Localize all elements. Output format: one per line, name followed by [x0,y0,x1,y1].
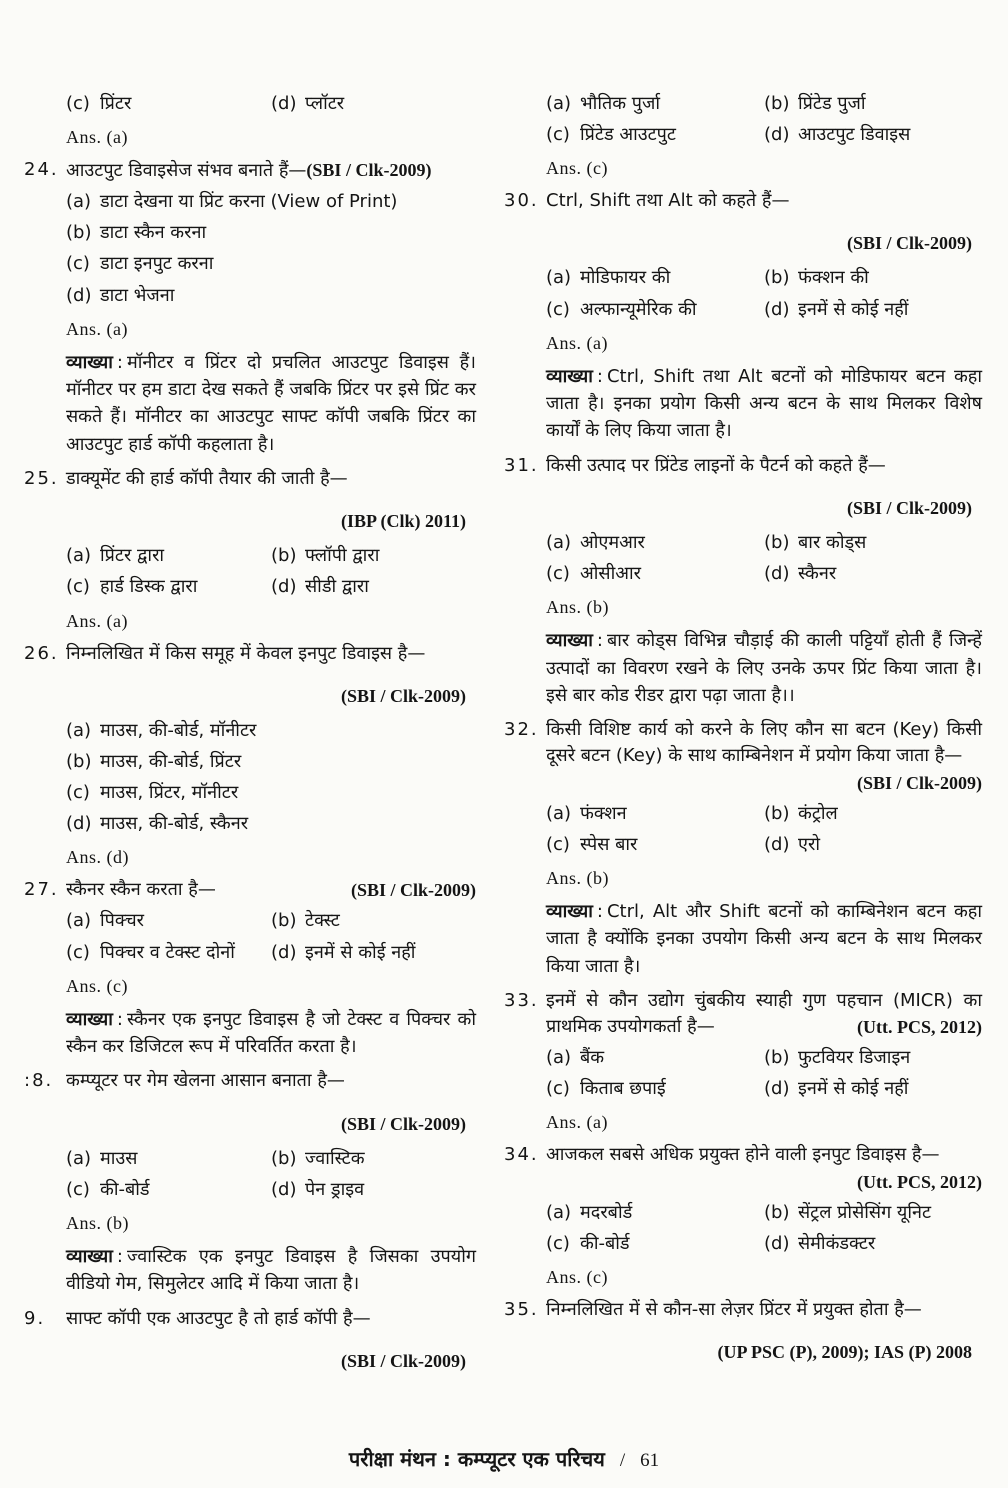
explanation [546,627,982,709]
option-text: स्पेस बार [580,833,638,855]
option [271,543,476,569]
options-row [66,940,476,966]
answer-text: Ans. (a) [546,332,608,353]
option-label: (c) [66,1178,90,1200]
question-line [66,641,476,667]
question-text: Ctrl, Shift तथा Alt को कहते हैं— [546,190,790,212]
option-label: (c) [546,124,570,146]
option-label: (d) [271,941,297,963]
option [66,91,271,117]
option-text: भौतिक पुर्जा [580,93,661,114]
question-number: 31. [504,454,539,476]
option-text: आउटपुट डिवाइस [798,124,911,146]
option [546,1231,764,1257]
answer-text: Ans. (a) [66,127,128,148]
option-text: सेंट्रल प्रोसेसिंग यूनिट [798,1201,932,1223]
question-content [66,157,476,184]
explanation-label: व्याख्या [546,900,593,922]
question-content [546,988,982,1040]
exam-source-tag: (SBI / Clk-2009) [856,772,982,793]
option [546,801,764,827]
explanation-separator: : [596,630,603,652]
option-label: (a) [546,267,572,289]
option-text: किताब छपाई [580,1078,666,1100]
option-text: डाटा इनपुट करना [100,253,214,275]
option [764,1200,982,1226]
exam-source-tag: (SBI / Clk-2009) [340,685,466,706]
explanation-label: व्याख्या [66,1008,113,1030]
option [66,1177,271,1203]
explanation-text: बार कोड्स विभिन्न चौड़ाई की काली पट्टियाँ होती हैं जिन्हें उत्पादों का विवरण रखने के लिए उनके ऊपर प्रिंट किया जाता है। इसे बार कोड रीडर द्वारा पढ़ा जाता है।। [546,630,982,707]
question-text: किसी उत्पाद पर प्रिंटेड लाइनों के पैटर्न को कहते हैं— [546,454,886,476]
option-text: फंक्शन की [798,267,869,289]
option-text: इनमें से कोई नहीं [798,298,909,320]
option-label: (d) [66,813,92,835]
option-label: (c) [546,1232,570,1254]
explanation-separator: : [596,365,603,387]
option-label: (c) [546,563,570,585]
option [764,265,982,291]
option-text: टेक्स्ट [305,910,340,932]
question-content [66,466,476,538]
option-text: पेन ड्राइव [305,1178,365,1200]
option [764,832,982,858]
options-row [66,749,476,775]
option [546,91,764,117]
explanation-text: स्कैनर एक इनपुट डिवाइस है जो टेक्स्ट व पिक्चर को स्कैन कर डिजिटल रूप में परिवर्तित करता है। [66,1008,476,1058]
question-block [504,988,982,1040]
exam-source-tag: (IBP (Clk) 2011) [340,511,466,532]
option [546,530,764,556]
question-number: 25. [24,468,59,490]
question-number: 9. [24,1307,46,1329]
answer-text: Ans. (c) [66,975,128,996]
option [271,1146,476,1172]
option-label: (a) [546,1047,572,1069]
option-label: (d) [271,93,297,114]
question-line [66,466,476,492]
options-row [546,265,982,291]
option-label: (a) [546,1201,572,1223]
answer-text: Ans. (a) [66,610,128,631]
options-row [546,1045,982,1071]
explanation [66,349,476,458]
question-number: 34. [504,1144,539,1166]
option-label: (b) [271,1147,297,1169]
exam-source-tag: (Utt. PCS, 2012) [857,1017,982,1038]
explanation-separator: : [116,351,123,373]
option-label: (b) [271,545,297,567]
footer-title: परीक्षा मंथन : कम्प्यूटर एक परिचय [348,1447,605,1471]
option [66,811,476,837]
question-content [546,1297,982,1369]
question-content [546,717,982,795]
options-row [66,574,476,600]
question-text: आजकल सबसे अधिक प्रयुक्त होने वाली इनपुट डिवाइस है— [546,1144,940,1166]
option [271,1177,476,1203]
options-row [546,530,982,556]
option-text: डाटा देखना या प्रिंट करना (View of Print) [100,191,398,213]
option-text: प्लॉटर [305,93,345,114]
question-text: निम्नलिखित में से कौन-सा लेज़र प्रिंटर में प्रयुक्त होता है— [546,1298,922,1320]
question-number: 27. [24,879,59,901]
question-block [504,453,982,525]
explanation-separator: : [116,1245,123,1267]
question-number: 32. [504,719,539,741]
question-line [546,1297,982,1323]
question-block [24,641,476,713]
options-row [66,718,476,744]
options-row [546,561,982,587]
explanation-separator: : [596,900,603,922]
option-label: (c) [66,941,90,963]
option [546,297,764,323]
option-label: (d) [764,1232,790,1254]
option-label: (a) [546,532,572,554]
option-text: प्रिंटर द्वारा [100,545,165,567]
question-number: 33. [504,990,539,1012]
option-text: ओएमआर [580,532,645,554]
column-right [504,86,982,1374]
question-text: निम्नलिखित में किस समूह में केवल इनपुट डिवाइस है— [66,642,426,664]
option [546,1045,764,1071]
option-text: की-बोर्ड [580,1232,630,1254]
explanation-label: व्याख्या [66,1245,113,1267]
option-text: अल्फान्यूमेरिक की [580,298,697,320]
option-label: (b) [764,93,790,114]
option [66,749,476,775]
question-content [66,1068,476,1140]
question-content [546,453,982,525]
option [66,908,271,934]
answer-text: Ans. (d) [66,847,129,868]
option-label: (b) [764,1201,790,1223]
option-text: प्रिंटेड आउटपुट [580,124,676,146]
options-row [66,811,476,837]
answer-text: Ans. (c) [546,1266,608,1287]
explanation [546,363,982,445]
question-block [24,466,476,538]
option-text: मदरबोर्ड [580,1201,633,1223]
question-line [66,157,476,184]
option-text: कंट्रोल [798,802,838,824]
option-text: पिक्चर [100,910,145,932]
option-text: हार्ड डिस्क द्वारा [100,576,198,598]
option-label: (d) [66,284,92,306]
option-label: (c) [66,782,90,804]
option-text: माउस, प्रिंटर, मॉनीटर [100,782,239,804]
option-label: (c) [546,833,570,855]
option-text: फंक्शन [580,802,627,824]
question-content [66,641,476,713]
option-label: (d) [764,1078,790,1100]
option-label: (a) [546,93,572,114]
options-row [66,1146,476,1172]
option-text: ज्वास्टिक [305,1147,365,1169]
explanation [66,1243,476,1298]
question-columns [24,86,982,1383]
question-text: डाक्यूमेंट की हार्ड कॉपी तैयार की जाती है— [66,468,348,490]
option-label: (c) [66,576,90,598]
option-text: इनमें से कोई नहीं [798,1078,909,1100]
question-line [546,188,982,214]
option-text: एरो [798,833,820,855]
option-text: फुटवियर डिजाइन [798,1047,911,1069]
question-line [66,877,476,903]
option-text: प्रिंटर [100,93,132,114]
option [66,220,476,246]
options-row [66,220,476,246]
option-text: माउस [100,1147,138,1169]
exam-source-tag: (SBI / Clk-2009) [846,233,972,254]
answer-text: Ans. (b) [66,1212,129,1233]
option-text: डाटा स्कैन करना [100,222,207,244]
question-content [546,1142,982,1194]
explanation-text: ज्वास्टिक एक इनपुट डिवाइस है जिसका उपयोग वीडियो गेम, सिमुलेटर आदि में किया जाता है। [66,1245,476,1295]
option-label: (a) [66,1147,92,1169]
option [66,940,271,966]
option [66,780,476,806]
option [66,543,271,569]
options-row [66,1177,476,1203]
option [546,832,764,858]
option-label: (b) [66,750,92,772]
options-row [546,1076,982,1102]
option [546,122,764,148]
question-content [66,1306,476,1378]
option-label: (a) [66,545,92,567]
question-text: इनमें से कौन उद्योग चुंबकीय स्याही गुण पहचान (MICR) का प्राथमिक उपयोगकर्ता है— [546,990,982,1038]
page-number: 61 [640,1450,660,1471]
options-row [546,297,982,323]
exam-source-tag: (SBI / Clk-2009) [350,880,476,901]
option-label: (b) [764,532,790,554]
option-text: बैंक [580,1047,605,1069]
question-block [24,157,476,184]
option-text: ओसीआर [580,563,642,585]
question-block [504,1142,982,1194]
question-line [66,1068,476,1094]
explanation-separator: : [116,1008,123,1030]
option-label: (a) [66,910,92,932]
question-number: 24. [24,159,59,181]
option-text: माउस, की-बोर्ड, प्रिंटर [100,750,242,772]
options-row [66,543,476,569]
options-row [66,908,476,934]
option [66,718,476,744]
question-content [66,877,476,903]
option [764,801,982,827]
option [546,1076,764,1102]
answer-text: Ans. (a) [546,1112,608,1133]
option-text: स्कैनर [798,563,837,585]
explanation-label: व्याख्या [546,365,593,387]
option [66,189,476,215]
question-block [504,188,982,260]
question-content [546,188,982,260]
option-text: फ्लॉपी द्वारा [305,545,380,567]
question-line [546,717,982,793]
option [66,251,476,277]
option [546,265,764,291]
question-text: साफ्ट कॉपी एक आउटपुट है तो हार्ड कॉपी है— [66,1307,371,1329]
options-row [66,780,476,806]
answer-text: Ans. (b) [546,597,609,618]
question-line [546,988,982,1040]
option [764,91,982,117]
options-row [66,283,476,309]
option-text: सेमीकंडक्टर [798,1232,876,1254]
option-label: (b) [66,222,92,244]
question-text: स्कैनर स्कैन करता है— [66,879,216,901]
explanation-label: व्याख्या [546,630,593,652]
option-label: (d) [764,563,790,585]
option-text: की-बोर्ड [100,1178,150,1200]
option-text: बार कोड्स [798,532,867,554]
option-label: (b) [764,267,790,289]
question-block [24,1068,476,1140]
options-row [546,91,982,117]
option-label: (d) [271,1178,297,1200]
exam-source-tag: (UP PSC (P), 2009); IAS (P) 2008 [717,1342,972,1363]
option [764,297,982,323]
option-label: (c) [546,298,570,320]
question-number: :8. [24,1070,54,1092]
option-text: मोडिफायर की [580,267,671,289]
option-label: (d) [764,298,790,320]
question-block [504,1297,982,1369]
option [271,574,476,600]
options-row [66,251,476,277]
option-label: (d) [764,833,790,855]
exam-source-tag: (SBI / Clk-2009) [340,1350,466,1371]
option [546,1200,764,1226]
option [66,1146,271,1172]
option [764,122,982,148]
answer-text: Ans. (a) [66,318,128,339]
options-row [66,189,476,215]
option [66,574,271,600]
option-text: पिक्चर व टेक्स्ट दोनों [100,941,235,963]
explanation [66,1006,476,1061]
question-line [66,1306,476,1332]
explanation [546,898,982,980]
option [546,561,764,587]
option-text: माउस, की-बोर्ड, स्कैनर [100,813,249,835]
exam-source-tag: (SBI / Clk-2009) [846,497,972,518]
option-label: (b) [271,910,297,932]
option [764,530,982,556]
option-label: (b) [764,802,790,824]
exam-source-tag: (Utt. PCS, 2012) [857,1171,982,1192]
option-label: (c) [66,253,90,275]
question-block [504,717,982,795]
explanation-text: मॉनीटर व प्रिंटर दो प्रचलित आउटपुट डिवाइस हैं। मॉनीटर पर हम डाटा देख सकते हैं जबकि प्रिंटर पर इसे प्रिंट कर सकते हैं। मॉनीटर का आउटपुट साफ्ट कॉपी जबकि प्रिंटर का आउटपुट हार्ड कॉपी कहलाता है। [66,351,476,455]
option-text: डाटा भेजना [100,284,175,306]
option-text: माउस, की-बोर्ड, मॉनीटर [100,719,257,741]
question-text: किसी विशिष्ट कार्य को करने के लिए कौन सा बटन (Key) किसी दूसरे बटन (Key) के साथ काम्बिनेशन में प्रयोग किया जाता है— [546,719,982,767]
question-line [546,453,982,479]
option [764,1045,982,1071]
question-line [546,1142,982,1192]
options-row [546,1231,982,1257]
page-footer [0,1445,1008,1472]
option-label: (a) [66,719,92,741]
explanation-text: Ctrl, Alt और Shift बटनों को काम्बिनेशन बटन कहा जाता है क्योंकि इनका उपयोग किसी अन्य बटन के साथ मिलकर किया जाता है। [546,900,982,977]
explanation-label: व्याख्या [66,351,113,373]
column-left [24,86,476,1383]
question-number: 30. [504,190,539,212]
option-label: (a) [546,802,572,824]
option [271,940,476,966]
exam-source-tag: (SBI / Clk-2009) [340,1113,466,1134]
footer-separator: / [619,1450,626,1471]
question-block [24,1306,476,1378]
question-number: 26. [24,642,59,664]
options-row [66,91,476,117]
option-label: (c) [66,93,90,114]
option-label: (c) [546,1078,570,1100]
options-row [546,832,982,858]
options-row [546,122,982,148]
option-label: (b) [764,1047,790,1069]
option [764,561,982,587]
options-row [546,1200,982,1226]
answer-text: Ans. (b) [546,867,609,888]
question-block [24,877,476,903]
explanation-text: Ctrl, Shift तथा Alt बटनों को मोडिफायर बटन कहा जाता है। इनका प्रयोग किसी अन्य बटन के साथ मिलकर विशेष कार्यों के लिए किया जाता है। [546,365,982,442]
options-row [546,801,982,827]
option-label: (d) [764,124,790,146]
option-text: सीडी द्वारा [305,576,369,598]
exam-source-tag: (SBI / Clk-2009) [306,160,432,181]
question-number: 35. [504,1298,539,1320]
answer-text: Ans. (c) [546,158,608,179]
option [764,1231,982,1257]
option-text: प्रिंटेड पुर्जा [798,93,866,114]
option [764,1076,982,1102]
question-text: कम्प्यूटर पर गेम खेलना आसान बनाता है— [66,1070,345,1092]
option [66,283,476,309]
option-label: (d) [271,576,297,598]
option-label: (a) [66,191,92,213]
option [271,91,476,117]
option [271,908,476,934]
question-text: आउटपुट डिवाइसेज संभव बनाते हैं— [66,160,307,182]
option-text: इनमें से कोई नहीं [305,941,416,963]
